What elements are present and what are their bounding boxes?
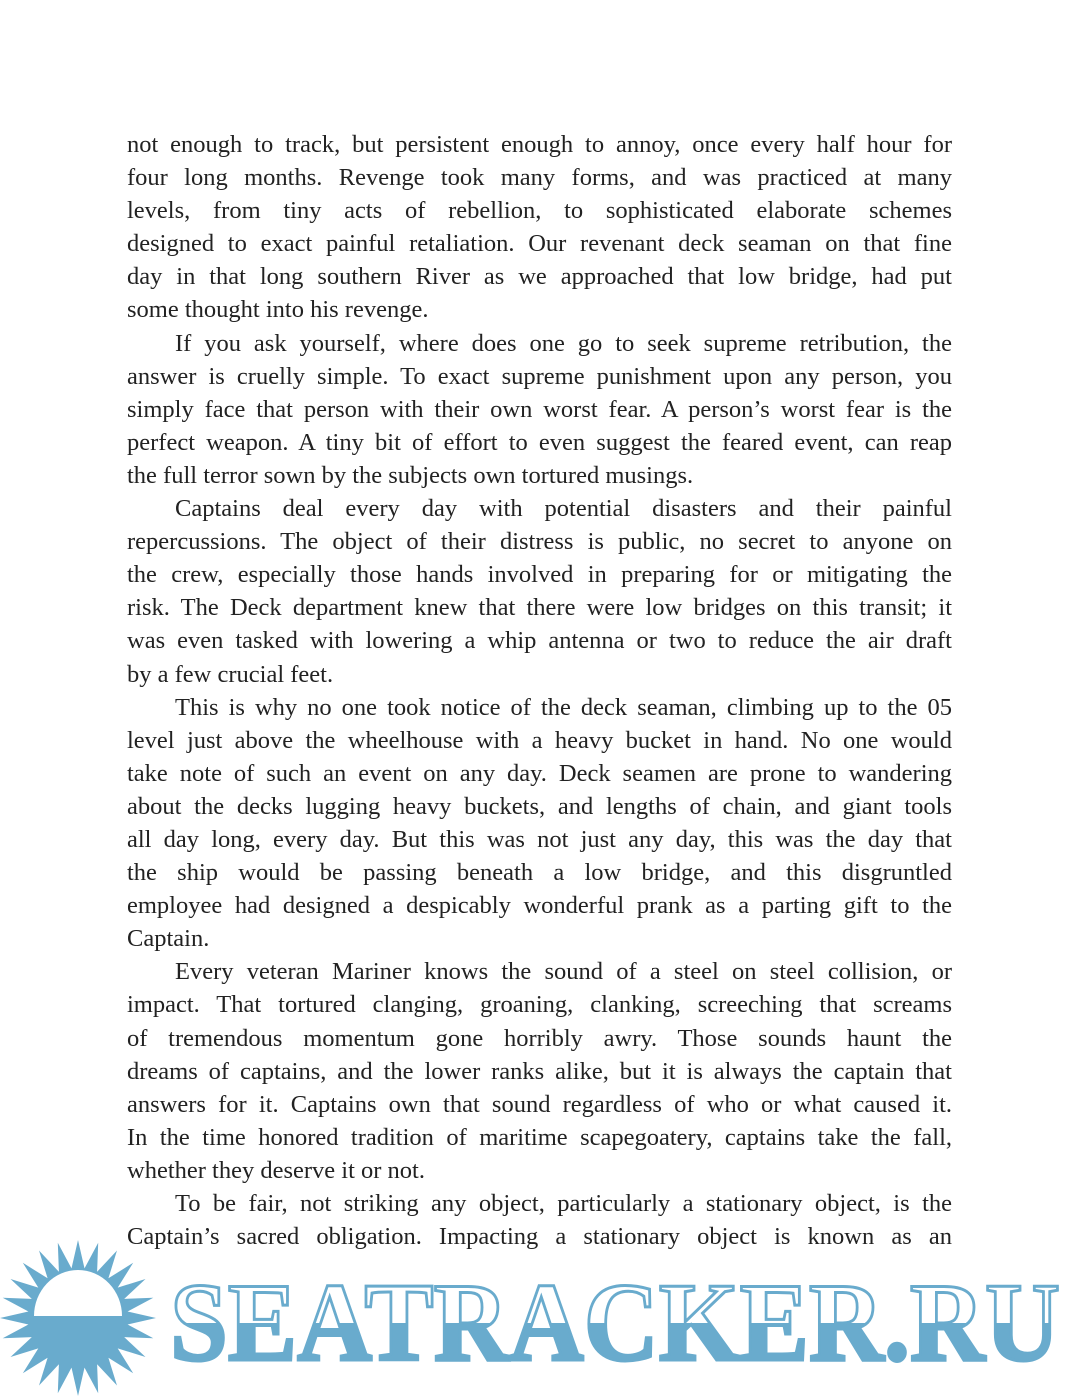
text-line: not enough to track, but persistent enough to annoy, once every half hour for	[127, 131, 952, 158]
document-body	[127, 128, 952, 1253]
paragraph	[127, 492, 952, 691]
sun-icon	[0, 1240, 156, 1396]
watermark-text: SEATRACKER.RU	[170, 1261, 1060, 1385]
text-line: the ship would be passing beneath a low bridge, and this disgruntled	[127, 859, 952, 887]
text-line: take note of such an event on any day. Deck seamen are prone to wandering	[127, 759, 952, 787]
text-line: employee had designed a despicably wonderful prank as a parting gift to the	[127, 892, 952, 920]
text-line: about the decks lugging heavy buckets, and lengths of chain, and giant tools	[127, 792, 952, 820]
paragraph	[127, 128, 952, 327]
text-line: the crew, especially those hands involved in preparing for or mitigating the	[127, 561, 952, 589]
text-line: answers for it. Captains own that sound regardless of who or what caused it.	[127, 1090, 952, 1118]
text-line: Captains deal every day with potential disasters and their painful	[175, 495, 952, 523]
text-line: the full terror sown by the subjects own tortured musings.	[127, 461, 694, 489]
text-line: simply face that person with their own worst fear. A person’s worst fear is the	[127, 395, 952, 423]
text-line: To be fair, not striking any object, particularly a stationary object, is the	[175, 1190, 952, 1217]
paragraph	[127, 691, 952, 956]
text-line: impact. That tortured clanging, groaning, clanking, screeching that screams	[127, 991, 952, 1019]
text-line: perfect weapon. A tiny bit of effort to even suggest the feared event, can reap	[127, 428, 952, 456]
text-line: designed to exact painful retaliation. Our revenant deck seaman on that fine	[127, 230, 952, 258]
text-line: was even tasked with lowering a whip antenna or two to reduce the air draft	[127, 627, 952, 655]
text-line: Captain’s sacred obligation. Impacting a stationary object is known as an	[127, 1223, 952, 1251]
text-line: This is why no one took notice of the deck seaman, climbing up to the 05	[175, 693, 952, 721]
text-line: answer is cruelly simple. To exact supreme punishment upon any person, you	[127, 362, 952, 390]
text-line: level just above the wheelhouse with a heavy bucket in hand. No one would	[127, 726, 952, 754]
text-line: of tremendous momentum gone horribly awry. Those sounds haunt the	[127, 1024, 952, 1052]
text-line: four long months. Revenge took many forms, and was practiced at many	[127, 164, 952, 192]
paragraph	[127, 955, 952, 1187]
text-line: In the time honored tradition of maritime scapegoatery, captains take the fall,	[127, 1123, 952, 1151]
text-line: some thought into his revenge.	[127, 296, 429, 324]
watermark-logo	[0, 1238, 1080, 1397]
text-line: Every veteran Mariner knows the sound of a steel on steel collision, or	[175, 958, 952, 986]
text-line: all day long, every day. But this was not just any day, this was the day that	[127, 825, 952, 853]
text-line: day in that long southern River as we approached that low bridge, had put	[127, 263, 952, 291]
text-line: If you ask yourself, where does one go to seek supreme retribution, the	[175, 329, 952, 357]
text-line: whether they deserve it or not.	[127, 1156, 425, 1184]
sun-rays	[0, 1240, 156, 1396]
text-line: repercussions. The object of their distress is public, no secret to anyone on	[127, 528, 952, 556]
text-line: risk. The Deck department knew that there were low bridges on this transit; it	[127, 594, 952, 622]
paragraph	[127, 327, 952, 492]
text-line: levels, from tiny acts of rebellion, to sophisticated elaborate schemes	[127, 197, 952, 225]
text-line: Captain.	[127, 925, 210, 953]
text-line: by a few crucial feet.	[127, 660, 334, 688]
text-line: dreams of captains, and the lower ranks alike, but it is always the captain that	[127, 1057, 952, 1085]
